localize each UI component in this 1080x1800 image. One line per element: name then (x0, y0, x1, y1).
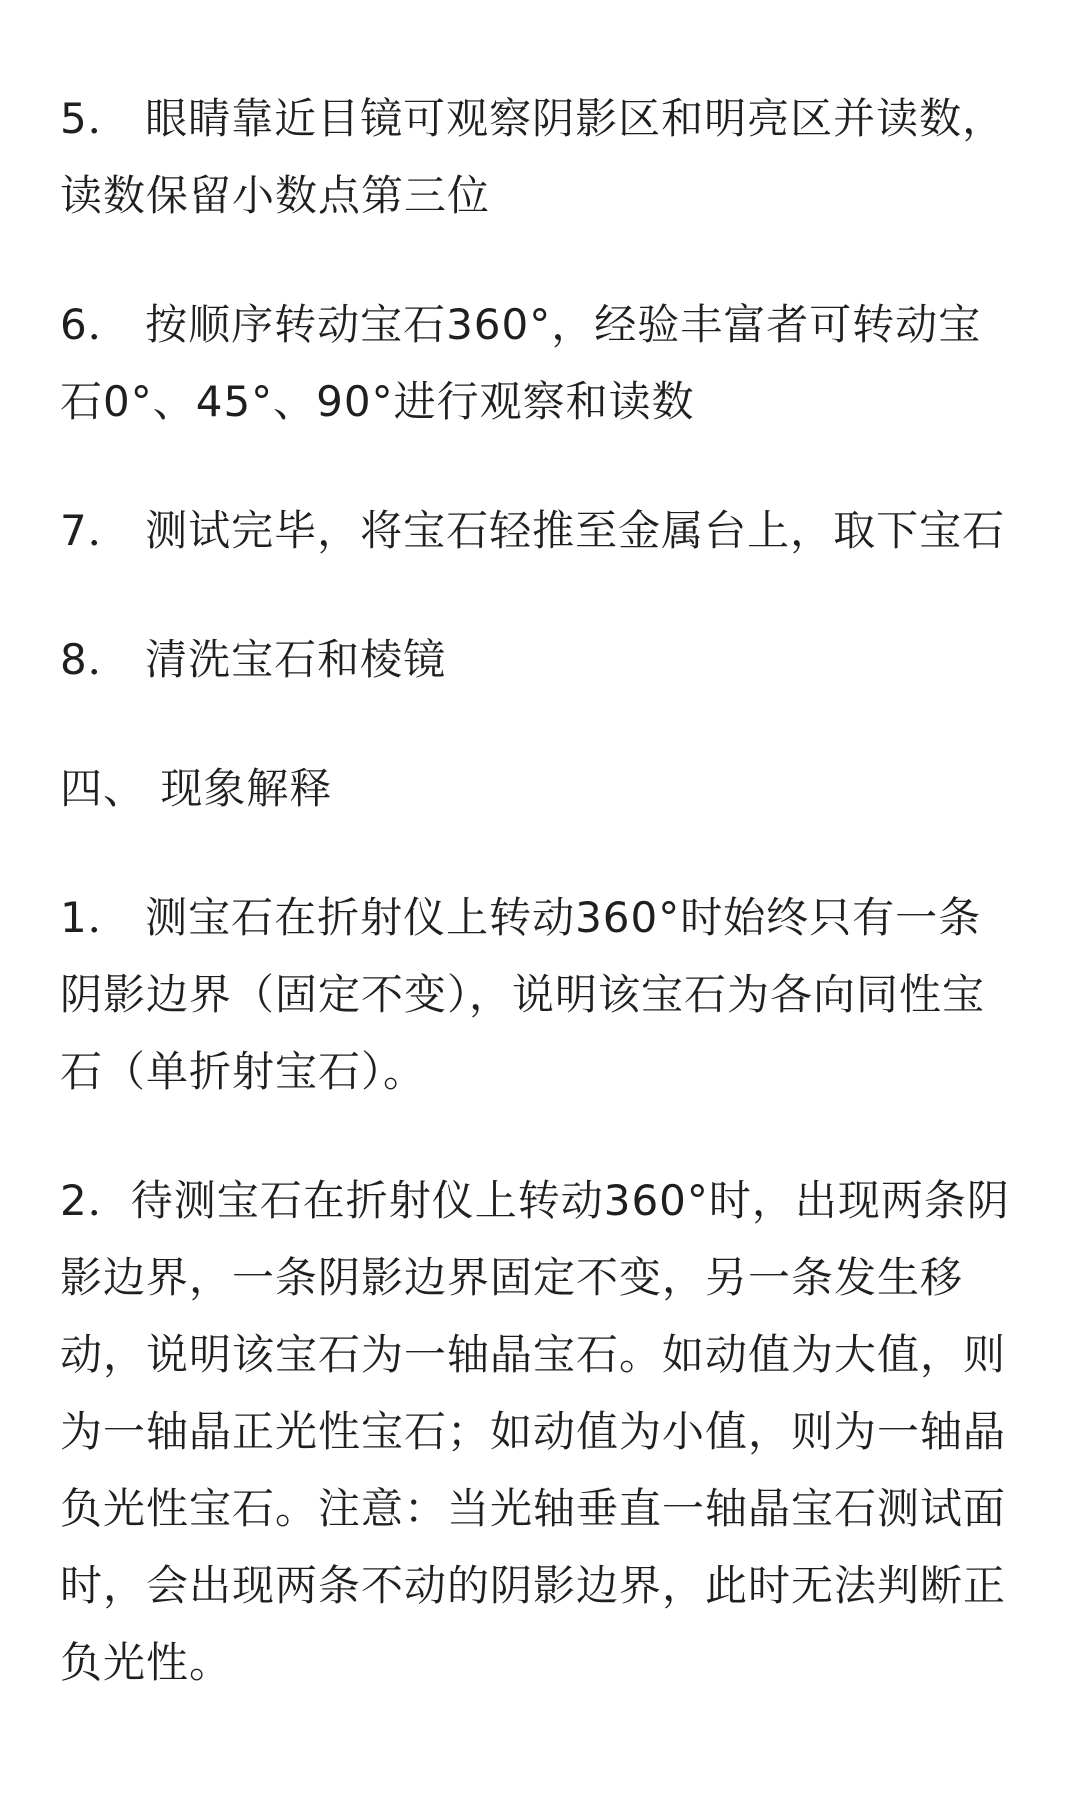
explanation-1-paragraph: 1． 测宝石在折射仪上转动360°时始终只有一条阴影边界（固定不变），说明该宝石为各向同性宝石（单折射宝石）。 (60, 893, 986, 1096)
section-heading-phenomenon: 四、 现象解释 (60, 764, 333, 813)
step-8-paragraph: 8． 清洗宝石和棱镜 (60, 635, 447, 684)
step-6-paragraph: 6． 按顺序转动宝石360°，经验丰富者可转动宝石0°、45°、90°进行观察和读数 (60, 300, 982, 426)
step-5-paragraph: 5． 眼睛靠近目镜可观察阴影区和明亮区并读数，读数保留小数点第三位 (60, 94, 1006, 220)
article-body (60, 80, 1020, 1753)
step-7-paragraph: 7． 测试完毕，将宝石轻推至金属台上，取下宝石 (60, 506, 1006, 555)
explanation-2-paragraph: 2．待测宝石在折射仪上转动360°时，出现两条阴影边界，一条阴影边界固定不变，另一条发生移动，说明该宝石为一轴晶宝石。如动值为大值，则为一轴晶正光性宝石；如动值为小值，则为一轴晶负光性宝石。注意：当光轴垂直一轴晶宝石测试面时，会出现两条不动的阴影边界，此时无法判断正负光性。 (60, 1176, 1010, 1687)
